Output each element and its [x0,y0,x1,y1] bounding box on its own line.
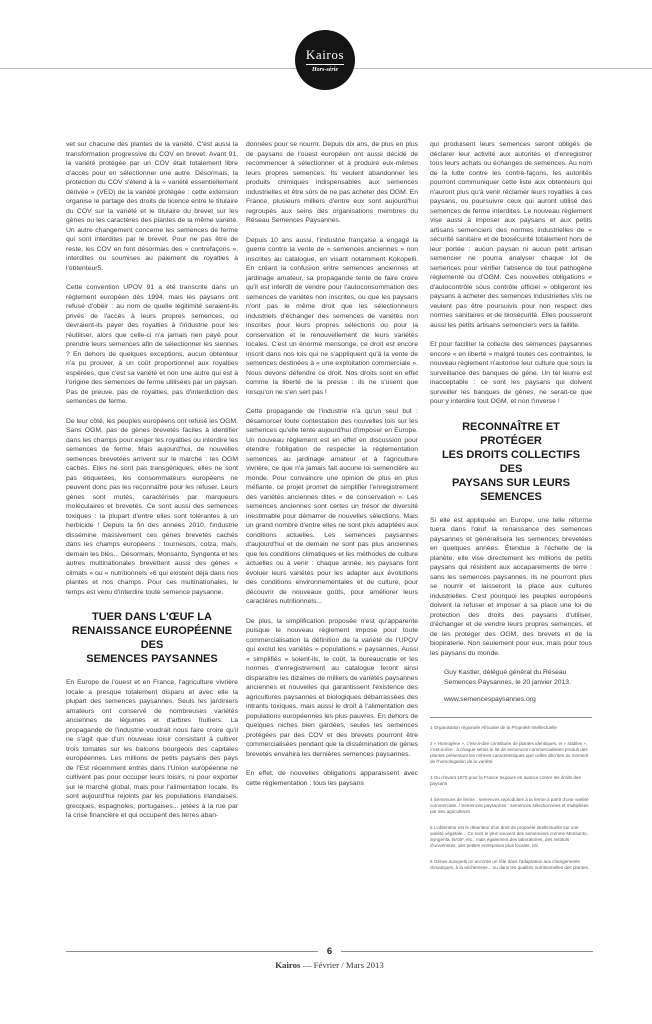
footnote: 3 Ou d'avant 1970 pour la France toujours en avance contre les droits des paysans [430,774,581,786]
body-paragraph: qui produisent leurs semences seront obligés de déclarer leur activité aux autorités et d'enregistrer tous leurs achats ou échanges de semences. Au nom de la lutte contre les contre-façons, les autorités pourront communiquer cette liste aux obtenteurs qui n'auront plus qu'à venir réclamer leurs royalties à ces paysans, ou poursuivre ceux qui auront utilisé des semences de ferme interdites. Le nouveau règlement vise aussi à imposer aux paysans et aux petits artisans semenciers des normes industrielles de « sécurité sanitaire et de biosécurité totalement hors de leur portée : aucun paysan ni aucun petit artisan semencier ne pourra analyser chaque lot de semences pour vérifier l'absence de tout pathogène réglementé ou d'OGM. Ces nouvelles obligations « d'autocontrôle sous contrôle officiel » obligeront les paysans à acheter des semences industrielles s'ils ne veulent pas être poursuivis pour non respect des normes sanitaires et de biosécurité. Elles pousseront aussi les petits artisans semenciers vers la faillite. [430,141,592,329]
page-number: 6 [326,946,333,957]
footer-divider [66,946,593,957]
kairos-logo [295,30,355,90]
text-column-right [430,140,592,950]
footer-divider-left [66,951,318,952]
heading-line: LES DROITS COLLECTIFS DES [441,448,581,475]
body-paragraph: données pour se nourrir. Depuis dix ans, de plus en plus de paysans de l'ouest européen ont aussi décidé de recommencer à sélectionner et à produire eux-mêmes leurs propres semences. Ils veulent abandonner les produits chimiques indispensables aux semences industrielles et être sûrs de ne pas acheter des OGM. En France, plusieurs milliers d'entre eux sont aujourd'hui regroupés aux seins des organisations membres du Réseau Semences Paysannes. [246,141,418,224]
author-signature: Guy Kastler, délégué général du Réseau Semences Paysannes, le 20 janvier 2013. [444,669,571,686]
logo-title: Kairos [306,47,344,65]
body-paragraph: Cette propagande de l'industrie n'a qu'un seul but : désamorcer toute contestation des nouvelles lois sur les semences qu'elle tente aujourd'hui d'imposer en Europe. Un nouveau règlement est en effet en discussion pour étendre l'obligation de respecter la réglementation semences au jardinage amateur et à l'agriculture vivrière, ce que n'a jamais fait aucune loi semencière au monde. Pour convaincre une opinion de plus en plus méfiante, ce projet promet de simplifier l'enregistrement des variétés anciennes dites « de conservation ». Les semences anciennes sont certes un trésor de diversité inestimable pour démarrer de nouvelles sélections. Mais un grand nombre d'entre elles ne sont plus adaptées aux conditions actuelles. Les semences paysannes d'aujourd'hui et de demain ne sont pas plus anciennes que les conditions climatiques et les méthodes de culture actuelles ou à venir : chaque année, les paysans font évoluer leurs variétés pour les adapter aux évolutions des conditions environnementales et de culture, pour découvrir de nouveaux goûts, pour améliorer leurs caractères nutritionnels... [246,408,418,605]
body-paragraph: Si elle est appliquée en Europe, une telle réforme tuera dans l'œuf la renaissance des semences paysannes et généralisera les semences brevetées en quelques années. Étendue à l'échelle de la planète, elle vise directement les millions de petits paysans qui résistent aux accaparements de terre : sans les semences paysannes, ils ne pourront plus se nourrir et laisseront la place aux cultures industrielles. C'est pourquoi les peuples européens doivent la refuser et imposer à sa place une loi de protection des droits des paysans d'utiliser, d'échanger et de vendre leurs propres semences, et de les protéger des OGM, des brevets et de la biopiraterie. Non seulement pour eux, mais pour tous les paysans du monde. [430,516,592,657]
heading-line: RENAISSANCE EUROPÉENNE DES [71,625,233,651]
footer-divider-right [341,951,593,952]
website-url: www.semencespaysannes.org [444,696,536,703]
body-paragraph: Depuis 10 ans aussi, l'industrie française a engagé la guerre contre la vente de « semences anciennes » non inscrites au catalogue, en visant notamment Kokopelli. En créant la confusion entre semences anciennes et jardinage amateur, sa propagande tente de faire croire qu'il est interdit de vendre pour l'autoconsommation des semences de variétés non inscrites, ou que les paysans n'ont pas le même droit que les sélectionneurs industriels d'échanger des semences de variétés non inscrites pour leurs propres sélections ou pour la conservation et le renouvellement de leurs variétés locales. C'est un énorme mensonge, ce droit est encore inscrit dans nos lois qui ne s'appliquent qu'à la vente de semences destinées à « une exploitation commerciale ». Nous devons défendre ce droit. Nos droits sont en effet comme la liberté de la presse : ils ne s'usent que lorsqu'on ne s'en sert pas ! [246,236,418,396]
text-column-middle [246,140,418,950]
heading-line: RECONNAÎTRE ET PROTÉGER [462,420,560,447]
body-paragraph: De leur côté, les peuples européens ont refusé les OGM. Sans OGM, pas de gènes brevetés faciles à identifier dans les champs pour exiger les royalties ou interdire les semences de ferme. Mais aujourd'hui, de nouvelles semences brevetées arrivent sur le marché : les OGM cachés. Elles ne sont pas transgéniques, elles ne sont pas étiquetées, les consommateurs européens ne peuvent donc pas les reconnaître pour les refuser. Leurs gènes sont mutés, caractérisés par marqueurs moléculaires et brevetés. Ce sont aussi des semences toxiques : la plupart d'entre elles sont tolérantes à un herbicide ! Depuis la fin des années 2010, l'industrie dissémine massivement ces gènes brevetés cachés dans les champs européens : tournesols, colza, maïs, demain les blés... Désormais, Monsanto, Syngenta et les autres multinationales brevettent aussi des gènes « climats » ou « nutritionnels »6 qui existent déjà dans nos plantes et nos champs. Pour ces multinationales, le temps est venu d'interdire toute semence paysanne. [66,417,238,596]
footnote: 6 Gènes auxquels on accorde un rôle dans l'adaptation aux changements climatiques, à la sécheresse... ou dans les qualités nutritionnelles des plantes. [430,858,590,870]
heading-line: SEMENCES PAYSANNES [86,653,218,665]
footnote: 2 « Homogène », c'est-à-dire constituée de plantes identiques, et « stables », c'est-à-dire : à chaque semis le lot de semences commercialisées produit des plantes présentant les mêmes caractéristiques que celles décrites au moment de l'homologation de la variété. [430,740,589,764]
section-heading-reconnaitre-proteger [430,420,592,504]
body-paragraph: En effet, de nouvelles obligations apparaissent avec cette réglementation : tous les paysans [246,770,418,787]
footer-journal-line [66,960,593,970]
heading-line: PAYSANS SUR LEURS SEMENCES [452,476,570,503]
body-paragraph: En Europe de l'ouest et en France, l'agriculture vivrière locale a presque totalement disparu et avec elle la plupart des semences paysannes. Seuls les jardiniers amateurs ont conservé de nombreuses variétés anciennes de légumes et d'arbres fruitiers. La propagande de l'industrie voudrait nous faire croire qu'il ne s'agit que d'un nouveau loisir consistant à cultiver trois tomates sur les balcons bourgeois des capitales européennes. Les millions de petits paysans des pays de l'Est récemment entrés dans l'Union européenne ne cultivent pas pour occuper leurs loisirs, ni pour exporter sur le marché global, mais pour l'alimentation locale. Ils sont aujourd'hui rejoints par les populations irlandaises, grecques, espagnoles, portugaises... jetées à la rue par la crise financière et qui occupent des terres aban- [66,679,238,819]
section-heading-tuer-dans-loeuf [66,610,238,666]
footnote: 5 L'obtenteur est le détenteur d'un droit de propriété intellectuelle sur une variété végétale... Ce sont le plus souvent des semenciers comme Monsanto, Syngenta, BASF, etc., mais également des laboratoires, des instituts d'universités, des petites entreprises plus locales, etc. [430,824,588,848]
footnote: 4 Semences de ferme : semences reproduites à la ferme à partir d'une variété commerciale. / Semences paysannes : semences sélectionnées et multipliées par des agriculteurs [430,796,589,814]
body-paragraph: Cette convention UPOV 91 a été transcrite dans un règlement européen dès 1994, mais les paysans ont refusé d'obéir : au nom de quelle légitimité seraient-ils privés de l'accès à leurs propres semences, ou devraient-ils payer des royalties à l'industrie pour les réutiliser, alors que celle-ci n'a jamais rien payé pour prendre leurs semences afin de sélectionner les siennes ? En dehors de quelques exceptions, aucun obtenteur n'a pu prouver, à un coût proportionnel aux royalties espérées, que c'est sa variété et non une autre qui est à l'origine des semences de ferme utilisées par un paysan. Pas de preuve, pas de royalties, pas d'interdiction des semences de ferme. [66,284,238,405]
journal-name: Kairos [275,960,301,970]
heading-line: TUER DANS L'ŒUF LA [92,611,212,623]
body-paragraph: De plus, la simplification proposée n'est qu'apparente puisque le nouveau règlement impose pour toute commercialisation la définition de la variété de l'UPOV qui exclut les variétés « populations » paysannes. Aussi « simplifiés » soient-ils, le coût, la bureaucratie et les normes d'enregistrement au catalogue feront ainsi disparaître les dizaines de milliers de variétés paysannes anciennes et nouvelles qui garantissent l'existence des agricultures paysannes et biologiques débarrassées des intrants toxiques, mais aussi le droit à l'alimentation des populations européennes les plus pauvres. En dehors de quelques niches bien gardées, seules les semences protégées par des COV et des brevets pourront être commercialisées pendant que la dissémination de gènes brevetés envahira les dernières semences paysannes. [246,617,418,758]
body-paragraph: vet sur chacune des plantes de la variété. C'est aussi la transformation progressive du COV en brevet. Avant 91, la variété protégée par un COV était totalement libre d'accès pour en sélectionner une autre. Désormais, la protection du COV s'étend à la « variété essentiellement dérivée » (VED) de la variété protégée : cette extension organise le partage des droits de licence entre le titulaire du COV sur la variété et le titulaire du brevet sur les gènes ou les caractères des plantes de la même variété. Un autre changement concerne les semences de ferme qui sont interdites par le brevet. Pour ne pas être de reste, les COV en font désormais des « contrefaçons », interdites ou soumises au paiement de royalties à l'obtenteur5. [66,141,238,272]
journal-issue: — Février / Mars 2013 [300,960,384,970]
footnote: 1 Organisation régionale Africaine de la Propriété Intellectuelle [430,724,557,730]
footnotes-divider [430,717,592,718]
text-column-left [66,140,238,950]
page-footer [66,946,593,970]
body-paragraph: Et pour faciliter la collecte des semences paysannes encore « en liberté » malgré toutes ces contraintes, le nouveau règlement n'autorise leur culture que sous la surveillance des banques de gène. Un tel leurre est inacceptable : ce sont les paysans qui doivent surveiller les banques de gènes, ne serait-ce que pour y interdire tout OGM, et non l'inverse ! [430,341,592,405]
logo-subtitle: Hors-série [312,67,338,74]
